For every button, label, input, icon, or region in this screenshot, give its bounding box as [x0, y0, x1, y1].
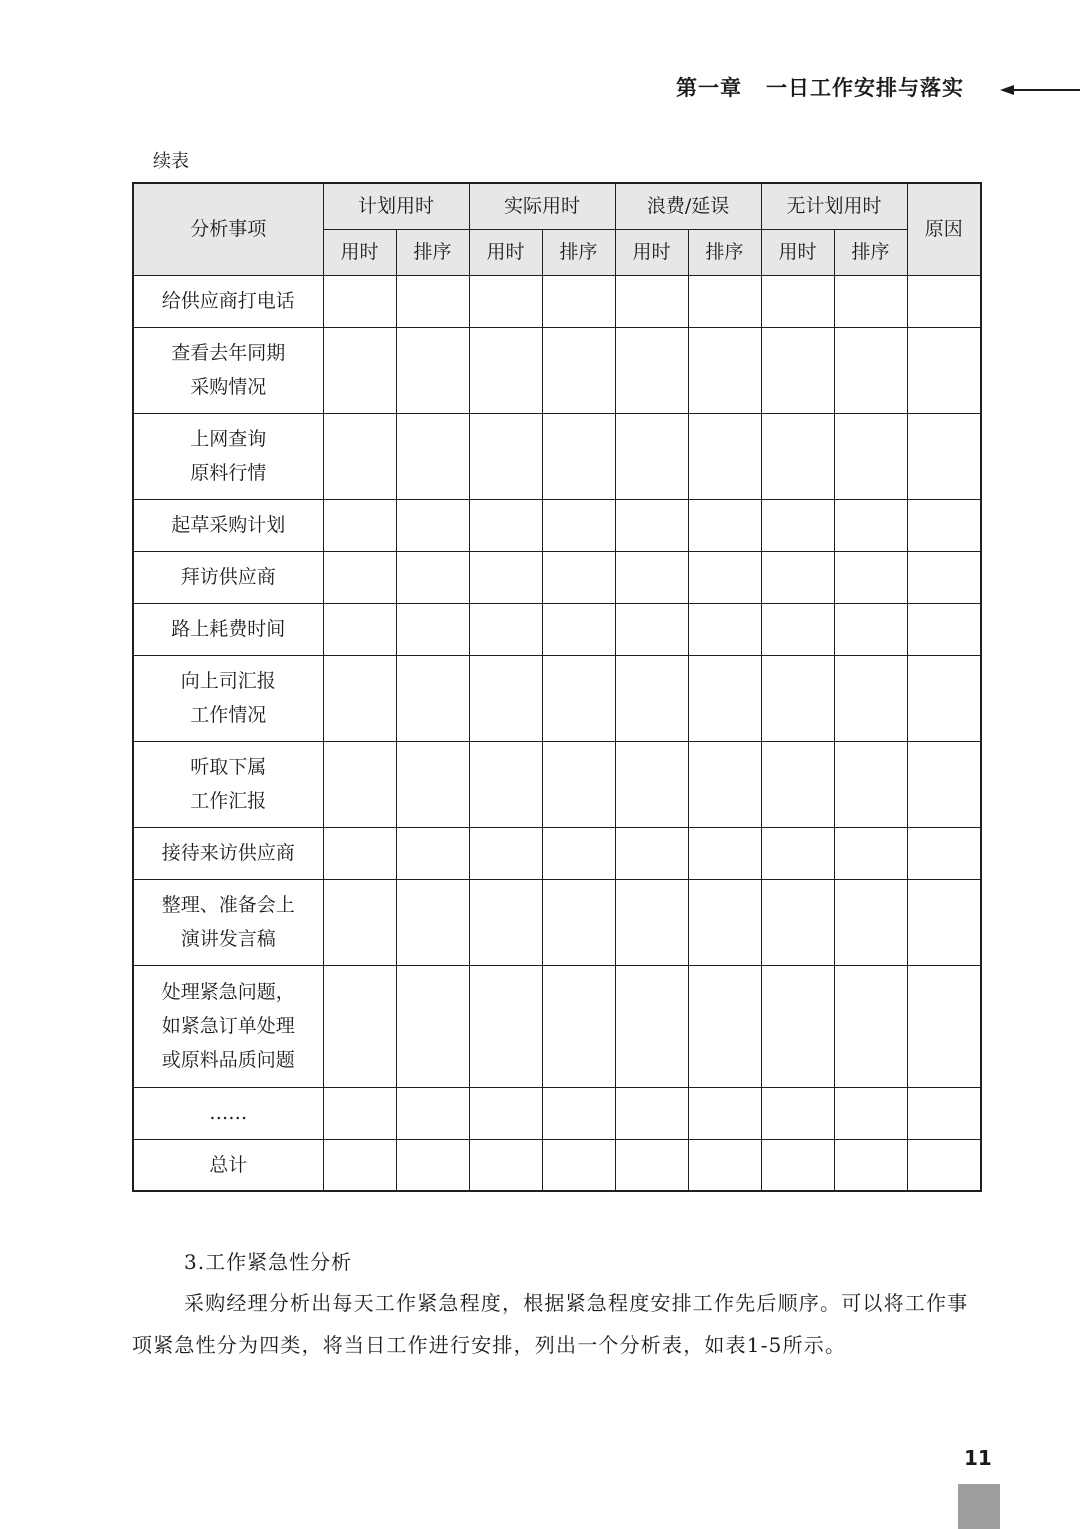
group-header: 浪费/延误: [615, 183, 761, 229]
empty-cell: [761, 965, 834, 1087]
running-header: [676, 72, 964, 102]
chapter-title: 一日工作安排与落实: [766, 76, 964, 100]
empty-cell: [542, 879, 615, 965]
row-item-label: [133, 1087, 323, 1139]
empty-cell: [834, 499, 907, 551]
table-row: [133, 551, 981, 603]
empty-cell: [542, 551, 615, 603]
empty-cell: [761, 741, 834, 827]
empty-cell: [761, 327, 834, 413]
empty-cell: [469, 1139, 542, 1191]
table-row: [133, 275, 981, 327]
empty-cell: [907, 275, 981, 327]
empty-cell: [469, 327, 542, 413]
empty-cell: [688, 827, 761, 879]
empty-cell: [834, 655, 907, 741]
empty-cell: [688, 603, 761, 655]
empty-cell: [469, 827, 542, 879]
empty-cell: [396, 1087, 469, 1139]
empty-cell: [907, 879, 981, 965]
empty-cell: [615, 275, 688, 327]
empty-cell: [761, 1139, 834, 1191]
table-row: [133, 1139, 981, 1191]
empty-cell: [396, 603, 469, 655]
paragraph-text: 采购经理分析出每天工作紧急程度，根据紧急程度安排工作先后顺序。可以将工作事项紧急性分为四类，将当日工作进行安排，列出一个分析表，如表1-5所示。: [132, 1291, 969, 1357]
row-item-line: ……: [209, 1102, 248, 1124]
arrow-left-icon: [1000, 80, 1080, 100]
empty-cell: [615, 1139, 688, 1191]
table-row: [133, 499, 981, 551]
row-item-label: [133, 275, 323, 327]
group-header: 计划用时: [323, 183, 469, 229]
empty-cell: [761, 499, 834, 551]
empty-cell: [834, 827, 907, 879]
sub-header: 用时: [615, 229, 688, 275]
table-row: [133, 413, 981, 499]
empty-cell: [323, 741, 396, 827]
table-row: [133, 741, 981, 827]
empty-cell: [907, 965, 981, 1087]
empty-cell: [542, 827, 615, 879]
sub-header: 排序: [688, 229, 761, 275]
empty-cell: [907, 1087, 981, 1139]
sub-header: 用时: [323, 229, 396, 275]
item-header: 分析事项: [133, 183, 323, 275]
row-item-label: [133, 655, 323, 741]
group-header: 实际用时: [469, 183, 615, 229]
table-row: [133, 327, 981, 413]
empty-cell: [688, 965, 761, 1087]
empty-cell: [396, 413, 469, 499]
empty-cell: [323, 603, 396, 655]
empty-cell: [688, 275, 761, 327]
table-caption: 续表: [153, 151, 189, 172]
empty-cell: [688, 655, 761, 741]
empty-cell: [615, 655, 688, 741]
sub-header: 排序: [542, 229, 615, 275]
empty-cell: [688, 1087, 761, 1139]
empty-cell: [834, 1087, 907, 1139]
empty-cell: [469, 603, 542, 655]
empty-cell: [615, 827, 688, 879]
empty-cell: [469, 879, 542, 965]
empty-cell: [323, 827, 396, 879]
empty-cell: [834, 741, 907, 827]
row-item-line: 整理、准备会上: [161, 894, 295, 916]
body-paragraph: [132, 1282, 982, 1366]
row-item-line: 拜访供应商: [180, 566, 276, 588]
empty-cell: [542, 1087, 615, 1139]
page-edge-tab: [958, 1484, 1000, 1529]
sub-header: 排序: [396, 229, 469, 275]
empty-cell: [542, 327, 615, 413]
row-item-line: 向上司汇报: [180, 670, 276, 692]
empty-cell: [323, 1087, 396, 1139]
empty-cell: [834, 551, 907, 603]
empty-cell: [469, 413, 542, 499]
group-header: 无计划用时: [761, 183, 907, 229]
empty-cell: [323, 275, 396, 327]
empty-cell: [688, 879, 761, 965]
empty-cell: [396, 741, 469, 827]
empty-cell: [396, 275, 469, 327]
sub-header: 用时: [469, 229, 542, 275]
empty-cell: [542, 965, 615, 1087]
row-item-line: 路上耗费时间: [171, 618, 286, 640]
section-title: 3.工作紧急性分析: [184, 1250, 353, 1274]
empty-cell: [396, 327, 469, 413]
empty-cell: [396, 827, 469, 879]
row-item-line: 总计: [209, 1153, 248, 1176]
row-item-line: 工作汇报: [190, 790, 267, 812]
empty-cell: [469, 275, 542, 327]
row-item-label: [133, 741, 323, 827]
row-item-line: 演讲发言稿: [180, 928, 276, 950]
empty-cell: [615, 551, 688, 603]
empty-cell: [615, 1087, 688, 1139]
empty-cell: [542, 275, 615, 327]
empty-cell: [323, 413, 396, 499]
table-row: [133, 827, 981, 879]
row-item-label: [133, 603, 323, 655]
empty-cell: [907, 499, 981, 551]
row-item-line: 给供应商打电话: [161, 290, 295, 312]
row-item-label: [133, 827, 323, 879]
empty-cell: [688, 413, 761, 499]
empty-cell: [615, 413, 688, 499]
row-item-line: 听取下属: [190, 756, 267, 778]
reason-header: 原因: [907, 183, 981, 275]
row-item-line: 原料行情: [190, 462, 267, 484]
empty-cell: [761, 275, 834, 327]
empty-cell: [396, 879, 469, 965]
empty-cell: [396, 655, 469, 741]
empty-cell: [542, 1139, 615, 1191]
empty-cell: [469, 499, 542, 551]
empty-cell: [761, 655, 834, 741]
empty-cell: [761, 603, 834, 655]
row-item-line: 上网查询: [190, 428, 267, 450]
row-item-line: 接待来访供应商: [161, 842, 295, 864]
row-item-line: 如紧急订单处理: [161, 1015, 295, 1037]
empty-cell: [323, 879, 396, 965]
empty-cell: [907, 327, 981, 413]
row-item-label: [133, 413, 323, 499]
empty-cell: [907, 1139, 981, 1191]
table-row: [133, 1087, 981, 1139]
empty-cell: [469, 1087, 542, 1139]
empty-cell: [688, 1139, 761, 1191]
empty-cell: [542, 499, 615, 551]
empty-cell: [396, 551, 469, 603]
analysis-table: [132, 182, 982, 1192]
empty-cell: [323, 965, 396, 1087]
empty-cell: [907, 603, 981, 655]
empty-cell: [469, 655, 542, 741]
empty-cell: [469, 741, 542, 827]
empty-cell: [907, 741, 981, 827]
empty-cell: [323, 499, 396, 551]
row-item-label: [133, 327, 323, 413]
empty-cell: [834, 327, 907, 413]
empty-cell: [834, 413, 907, 499]
table-row: [133, 879, 981, 965]
empty-cell: [542, 741, 615, 827]
table-row: [133, 965, 981, 1087]
empty-cell: [396, 1139, 469, 1191]
empty-cell: [615, 741, 688, 827]
empty-cell: [761, 1087, 834, 1139]
row-item-line: 工作情况: [190, 704, 267, 726]
empty-cell: [834, 1139, 907, 1191]
row-item-label: [133, 879, 323, 965]
row-item-label: [133, 1139, 323, 1191]
row-item-line: 采购情况: [190, 376, 267, 398]
empty-cell: [396, 965, 469, 1087]
empty-cell: [761, 551, 834, 603]
row-item-line: 处理紧急问题，: [161, 981, 295, 1003]
empty-cell: [761, 879, 834, 965]
empty-cell: [323, 655, 396, 741]
empty-cell: [688, 741, 761, 827]
empty-cell: [323, 551, 396, 603]
row-item-line: 或原料品质问题: [161, 1049, 295, 1071]
empty-cell: [615, 499, 688, 551]
row-item-line: 起草采购计划: [171, 514, 286, 536]
table-row: [133, 655, 981, 741]
empty-cell: [688, 499, 761, 551]
empty-cell: [834, 275, 907, 327]
empty-cell: [834, 879, 907, 965]
empty-cell: [688, 551, 761, 603]
empty-cell: [907, 827, 981, 879]
chapter-label: 第一章: [676, 76, 742, 100]
table-row: [133, 603, 981, 655]
page-number: 11: [964, 1446, 992, 1470]
empty-cell: [396, 499, 469, 551]
empty-cell: [907, 551, 981, 603]
empty-cell: [761, 827, 834, 879]
empty-cell: [615, 327, 688, 413]
empty-cell: [615, 879, 688, 965]
sub-header: 用时: [761, 229, 834, 275]
row-item-label: [133, 551, 323, 603]
empty-cell: [907, 655, 981, 741]
sub-header: 排序: [834, 229, 907, 275]
empty-cell: [323, 327, 396, 413]
empty-cell: [542, 413, 615, 499]
empty-cell: [469, 965, 542, 1087]
empty-cell: [323, 1139, 396, 1191]
empty-cell: [761, 413, 834, 499]
empty-cell: [834, 603, 907, 655]
empty-cell: [688, 327, 761, 413]
empty-cell: [615, 965, 688, 1087]
row-item-line: 查看去年同期: [171, 342, 286, 364]
empty-cell: [542, 603, 615, 655]
row-item-label: [133, 965, 323, 1087]
empty-cell: [907, 413, 981, 499]
row-item-label: [133, 499, 323, 551]
empty-cell: [542, 655, 615, 741]
empty-cell: [615, 603, 688, 655]
empty-cell: [469, 551, 542, 603]
empty-cell: [834, 965, 907, 1087]
